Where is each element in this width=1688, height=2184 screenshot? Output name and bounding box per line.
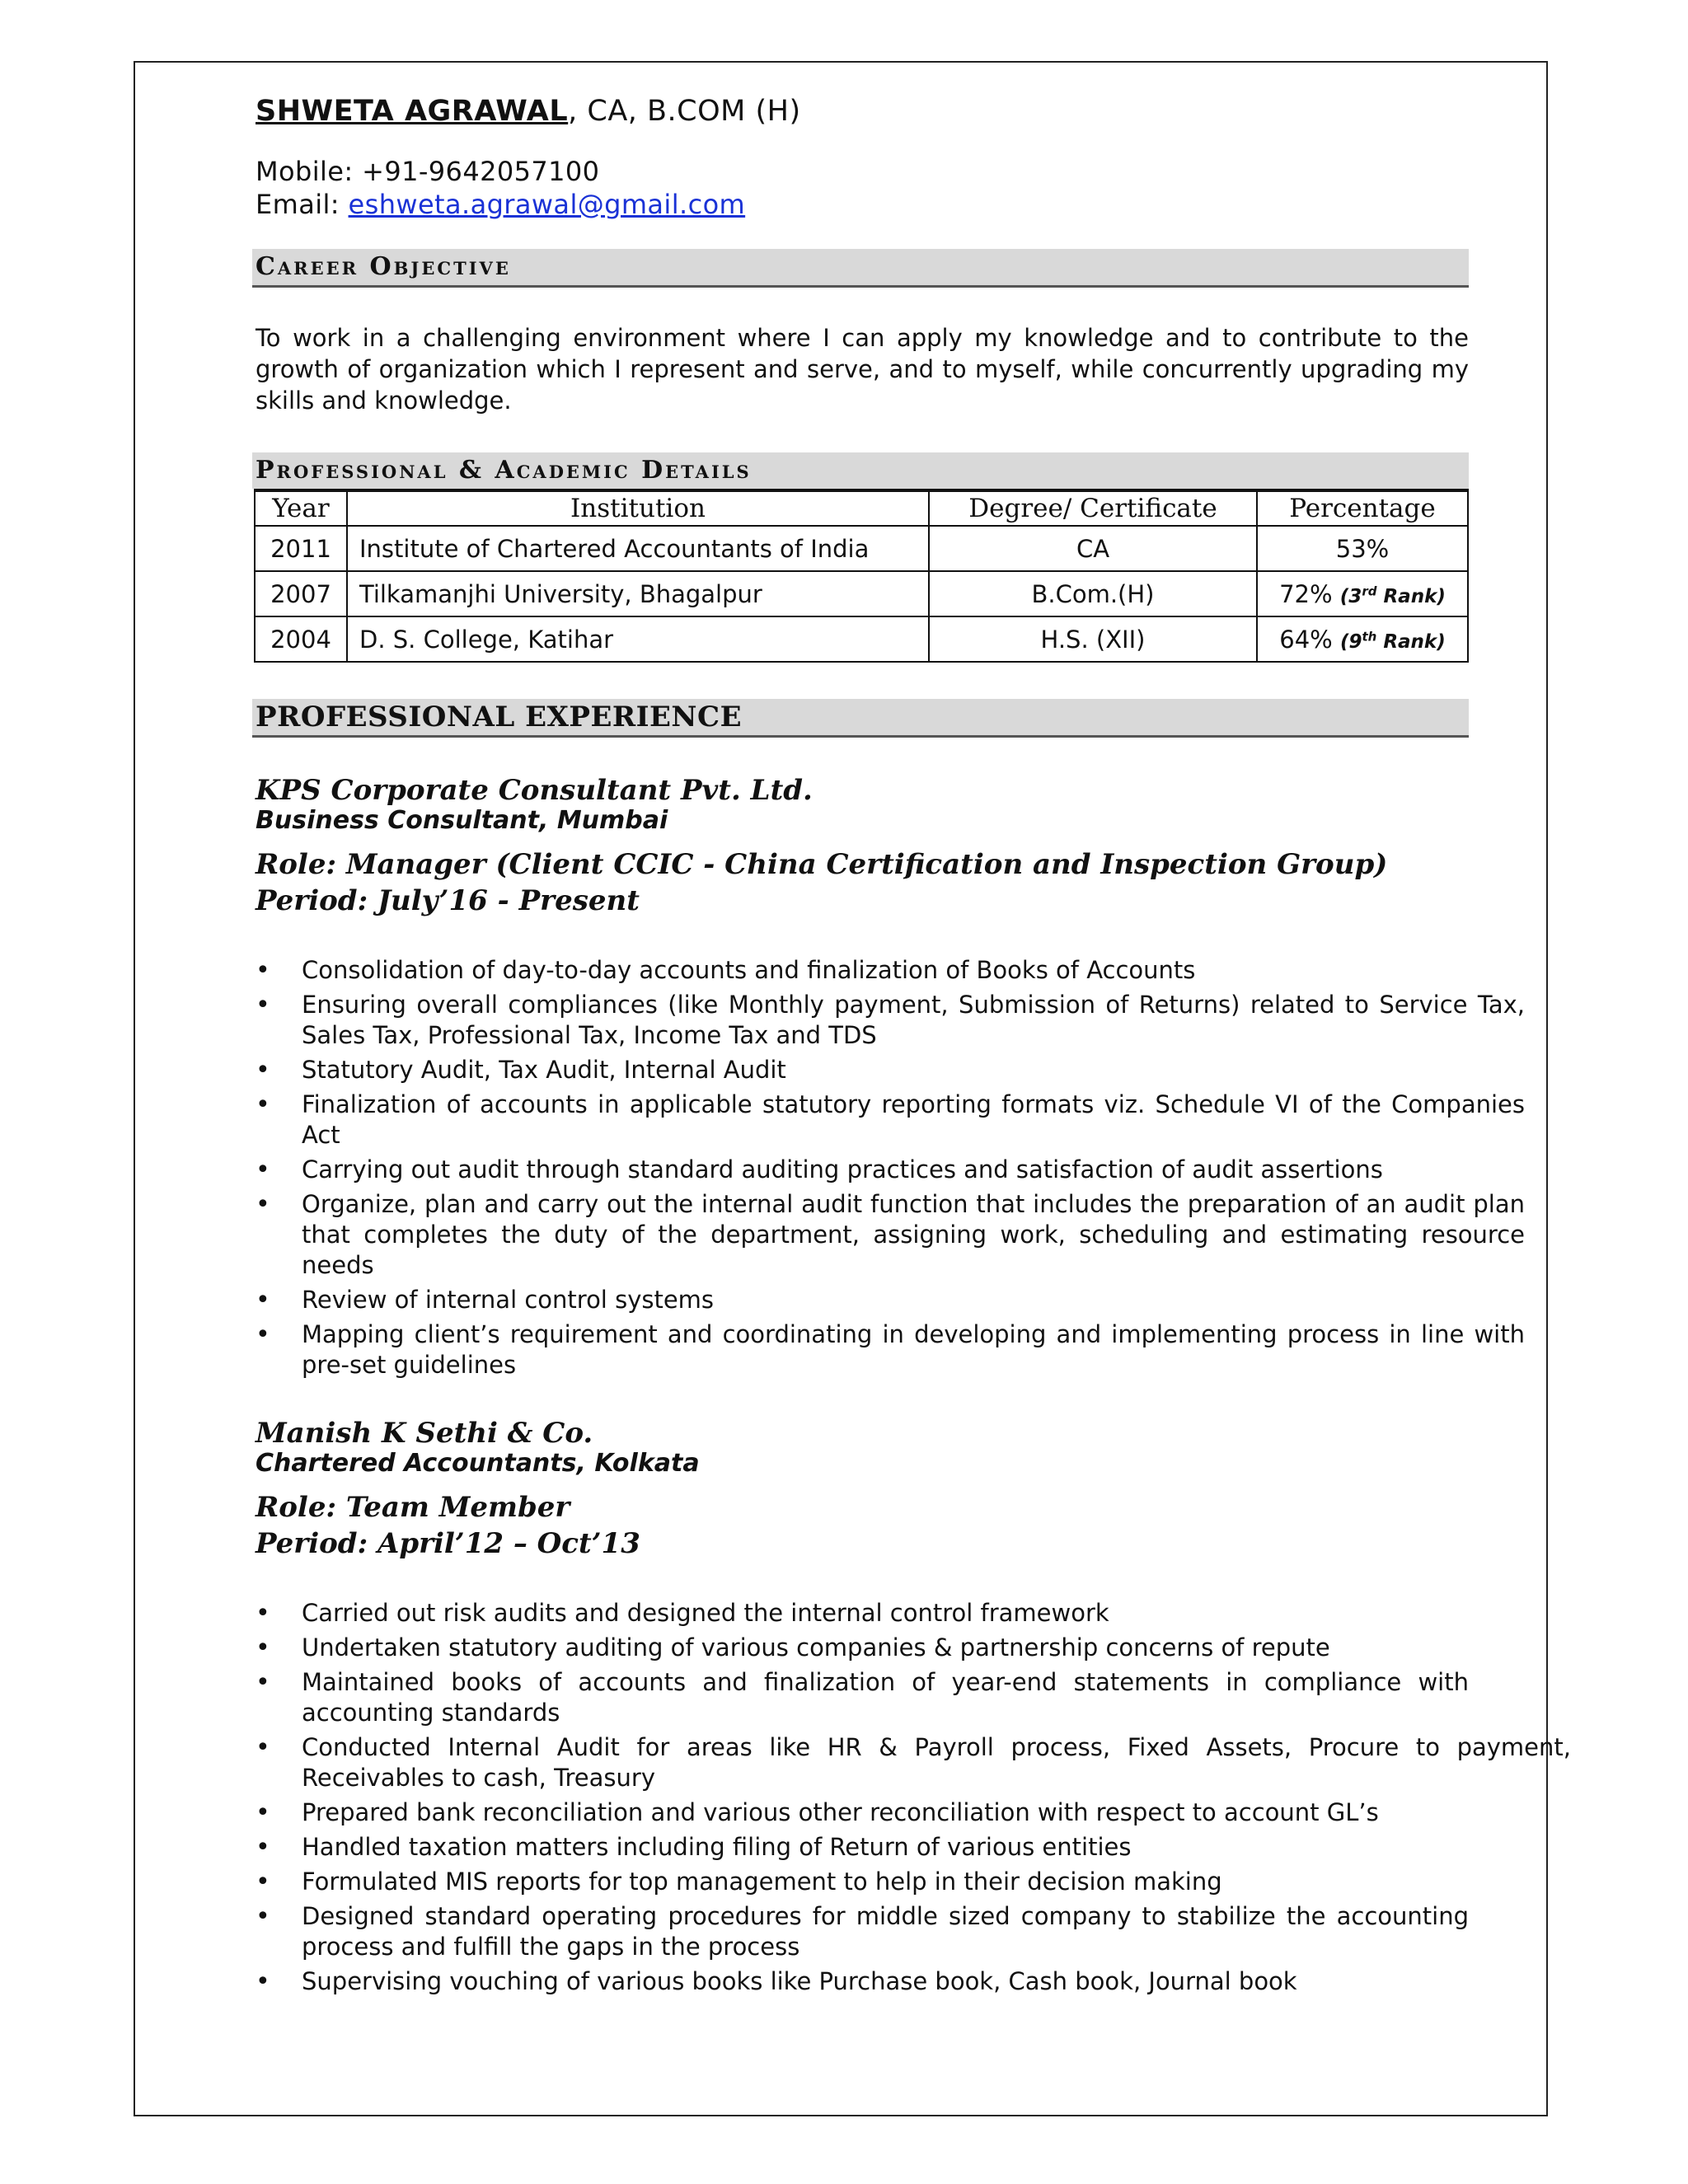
list-item (256, 1832, 1469, 1863)
bullet-icon: • (256, 1902, 270, 1931)
mobile-number: +91-9642057100 (362, 156, 600, 187)
bullet-icon: • (256, 1155, 270, 1184)
name-line (256, 92, 1526, 130)
rank-label: Rank) (1376, 630, 1446, 653)
rank-number: (3 (1339, 585, 1362, 607)
duties-list (256, 955, 1525, 1380)
career-objective-text: To work in a challenging environment where I can apply my knowledge and to contribute to the growth of organization which I represent and serve, and to myself, while concurrently upgrading my skills and knowledge. (256, 324, 1469, 415)
cell-year: 2011 (255, 526, 347, 571)
duty-text: Finalization of accounts in applicable statutory reporting formats viz. Schedule VI of the Companies Act (302, 1090, 1525, 1149)
contact-block (256, 155, 1526, 221)
percentage-value: 53% (1335, 534, 1390, 563)
duty-text: Prepared bank reconciliation and various other reconciliation with respect to account GL’s (302, 1798, 1379, 1826)
duty-text: Statutory Audit, Tax Audit, Internal Audit (302, 1056, 786, 1084)
cell-degree: H.S. (XII) (929, 616, 1257, 662)
list-item (256, 1901, 1469, 1962)
column-header-year: Year (255, 490, 347, 526)
career-objective-header: Career Objective (252, 249, 1469, 288)
cell-percentage (1257, 616, 1468, 662)
resume-content (256, 92, 1571, 2001)
list-item (256, 1667, 1469, 1728)
column-header-degree: Degree/ Certificate (929, 490, 1257, 526)
academic-table (254, 489, 1469, 663)
duty-text: Carrying out audit through standard auditing practices and satisfaction of audit assertions (302, 1155, 1383, 1183)
list-item (256, 1319, 1525, 1380)
duty-text: Review of internal control systems (302, 1286, 715, 1314)
rank-suffix: rd (1362, 583, 1377, 598)
rank-suffix: th (1362, 628, 1377, 644)
list-item (256, 990, 1525, 1051)
candidate-name: SHWETA AGRAWAL (256, 95, 569, 128)
duty-text: Organize, plan and carry out the internal audit function that includes the preparation of an audit plan that completes the duty of the department, assigning work, scheduling and estimating resource needs (302, 1190, 1525, 1279)
email-link[interactable]: eshweta.agrawal@gmail.com (348, 189, 746, 220)
list-item (256, 1285, 1525, 1315)
column-header-percentage: Percentage (1257, 490, 1468, 526)
bullet-icon: • (256, 1668, 270, 1697)
bullet-icon: • (256, 1190, 270, 1219)
academic-table-header-row (255, 490, 1468, 526)
bullet-icon: • (256, 1286, 270, 1315)
company-name: Manish K Sethi & Co. (256, 1417, 593, 1450)
cell-institution: D. S. College, Katihar (347, 616, 929, 662)
job-period: Period: April’12 – Oct’13 (256, 1527, 640, 1560)
duty-text: Mapping client’s requirement and coordinating in developing and implementing process in line with pre-set guidelines (302, 1320, 1525, 1379)
cell-year: 2004 (255, 616, 347, 662)
list-item (256, 1055, 1525, 1085)
list-item (256, 1797, 1469, 1828)
mobile-label: Mobile: (256, 156, 363, 187)
bullet-icon: • (256, 1056, 270, 1085)
mobile-line (256, 155, 1526, 188)
table-row (255, 616, 1468, 662)
duty-text: Conducted Internal Audit for areas like HR & Payroll process, Fixed Assets, Procure to payment, Receivables to cash, Treasury (302, 1733, 1571, 1792)
job-entry (256, 774, 1526, 1380)
list-item (256, 1867, 1469, 1897)
bullet-icon: • (256, 1833, 270, 1862)
duty-text: Supervising vouching of various books like Purchase book, Cash book, Journal book (302, 1967, 1297, 1995)
company-subtitle: Chartered Accountants, Kolkata (256, 1449, 700, 1478)
list-item (256, 1966, 1469, 1997)
cell-degree: B.Com.(H) (929, 571, 1257, 616)
rank-note (1339, 628, 1446, 653)
company-subtitle: Business Consultant, Mumbai (256, 806, 668, 835)
job-period: Period: July’16 - Present (256, 884, 640, 917)
bullet-icon: • (256, 1633, 270, 1662)
duty-text: Ensuring overall compliances (like Monthly payment, Submission of Returns) related to Service Tax, Sales Tax, Professional Tax, Income Tax and TDS (302, 991, 1525, 1049)
duty-text: Carried out risk audits and designed the internal control framework (302, 1599, 1109, 1627)
duty-text: Formulated MIS reports for top management to help in their decision making (302, 1868, 1222, 1896)
duty-text: Consolidation of day-to-day accounts and finalization of Books of Accounts (302, 956, 1196, 984)
percentage-value: 64% (1279, 625, 1340, 654)
company-name: KPS Corporate Consultant Pvt. Ltd. (256, 774, 813, 807)
table-row (255, 571, 1468, 616)
list-item (256, 1598, 1469, 1629)
bullet-icon: • (256, 1320, 270, 1349)
job-role: Role: Team Member (256, 1491, 570, 1524)
academic-details-header: Professional & Academic Details (252, 452, 1469, 489)
cell-percentage (1257, 571, 1468, 616)
email-label: Email: (256, 189, 349, 220)
list-item (256, 1189, 1525, 1281)
job-role: Role: Manager (Client CCIC - China Certification and Inspection Group) (256, 848, 1388, 881)
column-header-institution: Institution (347, 490, 929, 526)
bullet-icon: • (256, 1090, 270, 1119)
bullet-icon: • (256, 1599, 270, 1628)
percentage-value: 72% (1279, 579, 1340, 608)
professional-experience-header: PROFESSIONAL EXPERIENCE (252, 699, 1469, 738)
cell-year: 2007 (255, 571, 347, 616)
bullet-icon: • (256, 991, 270, 1019)
list-item (256, 1633, 1469, 1663)
duty-text: Designed standard operating procedures for middle sized company to stabilize the accounting process and fulfill the gaps in the process (302, 1902, 1469, 1961)
job-entry (256, 1417, 1571, 1997)
cell-institution: Tilkamanjhi University, Bhagalpur (347, 571, 929, 616)
rank-note (1339, 583, 1446, 607)
bullet-icon: • (256, 956, 270, 985)
rank-number: (9 (1339, 630, 1362, 653)
bullet-icon: • (256, 1967, 270, 1996)
bullet-icon: • (256, 1733, 270, 1762)
cell-degree: CA (929, 526, 1257, 571)
list-item (256, 1090, 1525, 1151)
rank-label: Rank) (1376, 585, 1446, 607)
list-item (256, 1732, 1571, 1793)
list-item (256, 1155, 1525, 1185)
candidate-credentials: , CA, B.COM (H) (568, 95, 801, 128)
list-item (256, 955, 1525, 986)
cell-percentage (1257, 526, 1468, 571)
duty-text: Handled taxation matters including filing of Return of various entities (302, 1833, 1132, 1861)
email-line (256, 188, 1526, 221)
duty-text: Undertaken statutory auditing of various companies & partnership concerns of repute (302, 1633, 1330, 1661)
bullet-icon: • (256, 1868, 270, 1896)
duties-list (256, 1598, 1571, 1997)
duty-text: Maintained books of accounts and finalization of year-end statements in compliance with accounting standards (302, 1668, 1469, 1727)
table-row (255, 526, 1468, 571)
cell-institution: Institute of Chartered Accountants of India (347, 526, 929, 571)
bullet-icon: • (256, 1798, 270, 1827)
